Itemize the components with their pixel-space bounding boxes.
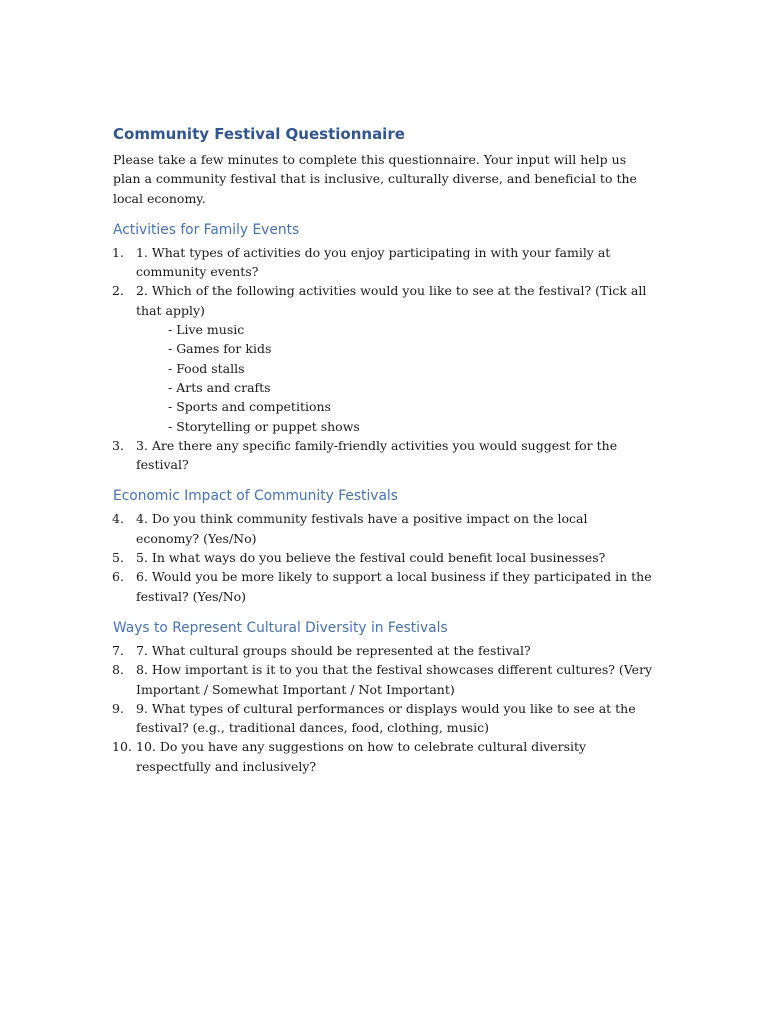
question-text: 6. Would you be more likely to support a local business if they participated in the festival? (Yes/No) [136,569,652,604]
question-number: 1. [112,244,124,260]
question-number: 10. [112,739,132,755]
question-item [113,548,653,567]
activity-option: - Arts and crafts [168,379,271,395]
question-item [113,567,653,606]
question-item [113,699,653,738]
question-item [113,281,653,435]
question-number: 2. [112,283,124,299]
question-text: 7. What cultural groups should be represented at the festival? [136,642,531,658]
activity-option: - Sports and competitions [168,399,331,415]
document-page [113,124,653,776]
question-number: 6. [112,569,124,585]
activity-option: - Food stalls [168,360,245,376]
question-text: 5. In what ways do you believe the festival could benefit local businesses? [136,550,606,566]
question-number: 3. [112,437,124,453]
question-number: 9. [112,700,124,716]
activity-option: - Storytelling or puppet shows [168,418,360,434]
question-text: 4. Do you think community festivals have a positive impact on the local economy? (Yes/No) [136,511,588,546]
activity-option: - Live music [168,322,245,338]
document-title: Community Festival Questionnaire [113,125,405,143]
activity-option: - Games for kids [168,341,272,357]
intro-paragraph: Please take a few minutes to complete this questionnaire. Your input will help us plan a community festival that is inclusive, culturally diverse, and beneficial to the local economy. [113,152,637,206]
activity-options-list [136,320,653,436]
section-heading-economic-impact: Economic Impact of Community Festivals [113,488,398,505]
question-list-economic [113,509,653,605]
question-number: 8. [112,662,124,678]
question-item [113,243,653,282]
question-text: 9. What types of cultural performances or displays would you like to see at the festival? (e.g., traditional dances, food, clothing, music) [136,700,636,736]
question-text: 1. What types of activities do you enjoy participating in with your family at community events? [136,244,611,280]
question-item [113,641,653,660]
question-item [113,660,653,699]
question-item [113,737,653,776]
question-number: 5. [112,550,124,566]
question-text: 10. Do you have any suggestions on how to celebrate cultural diversity respectfully and inclusively? [136,739,587,774]
question-number: 7. [112,642,124,658]
question-number: 4. [112,511,124,527]
question-item [113,509,653,548]
question-text: 8. How important is it to you that the festival showcases different cultures? (Very Important / Somewhat Important / Not Important) [136,662,653,697]
question-list-activities [113,243,653,475]
question-text: 3. Are there any specific family-friendly activities you would suggest for the festival? [136,437,618,473]
question-text: 2. Which of the following activities would you like to see at the festival? (Tick all that apply) [136,283,647,318]
section-heading-cultural-diversity: Ways to Represent Cultural Diversity in Festivals [113,619,448,636]
question-item [113,436,653,475]
section-heading-activities: Activities for Family Events [113,221,300,238]
question-list-cultural [113,641,653,776]
